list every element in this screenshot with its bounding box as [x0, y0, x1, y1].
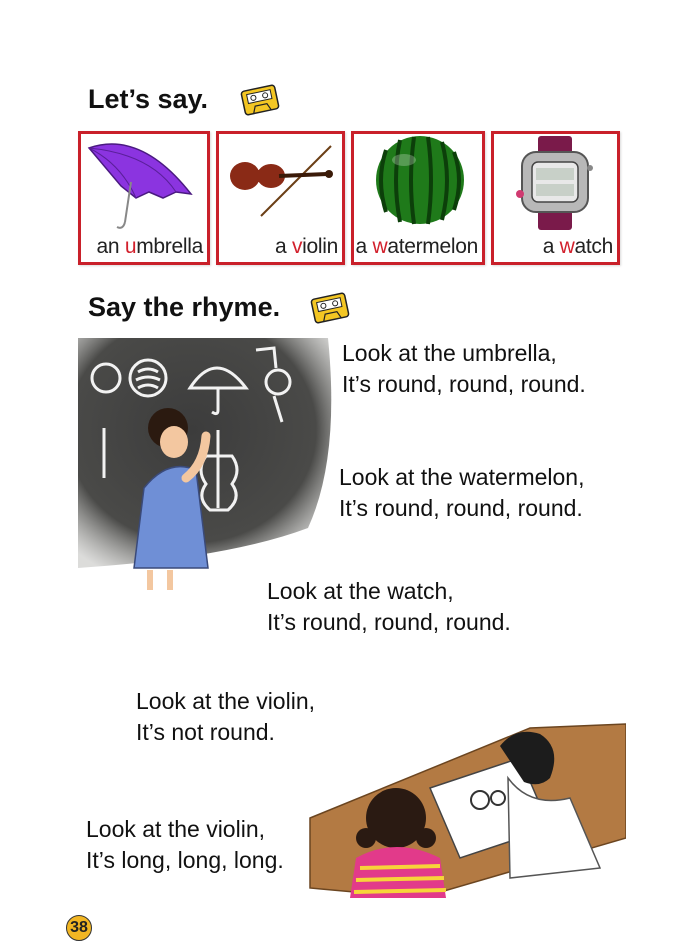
word-card-violin: [216, 131, 345, 265]
rhyme-line: Look at the violin,: [86, 816, 266, 842]
rhyme-line: It’s round, round, round.: [342, 371, 586, 397]
page-number-badge: 38: [66, 915, 92, 941]
rhyme-verse-2: [339, 462, 584, 524]
rhyme-verse-3: [267, 576, 511, 638]
rhyme-verse-5: [86, 814, 284, 876]
rhyme-line: It’s long, long, long.: [86, 847, 284, 873]
rhyme-line: Look at the umbrella,: [342, 340, 557, 366]
watch-icon: [494, 134, 617, 234]
card-label-umbrella: an umbrella: [96, 235, 203, 258]
rhyme-line: Look at the violin,: [136, 688, 316, 714]
rhyme-verse-4: [136, 686, 315, 748]
card-label-watch: a watch: [542, 235, 613, 258]
rhyme-line: It’s round, round, round.: [267, 609, 511, 635]
word-card-watermelon: [351, 131, 485, 265]
umbrella-icon: [81, 134, 207, 234]
word-card-watch: [491, 131, 620, 265]
rhyme-verse-1: [342, 338, 586, 400]
watermelon-icon: [354, 134, 482, 234]
cassette-tape-icon: [240, 82, 280, 118]
rhyme-line: It’s not round.: [136, 719, 275, 745]
children-drawing-illustration: [300, 718, 626, 898]
rhyme-line: It’s round, round, round.: [339, 495, 583, 521]
rhyme-line: Look at the watermelon,: [339, 464, 585, 490]
violin-icon: [219, 134, 342, 234]
cassette-tape-icon: [310, 290, 350, 326]
word-card-umbrella: [78, 131, 210, 265]
chalkboard-girl-illustration: [78, 338, 340, 598]
section-title-lets-say: Let’s say.: [88, 84, 209, 114]
card-label-violin: a violin: [275, 235, 338, 258]
section-title-say-the-rhyme: Say the rhyme.: [88, 292, 281, 322]
card-label-watermelon: a watermelon: [355, 235, 478, 258]
rhyme-line: Look at the watch,: [267, 578, 454, 604]
